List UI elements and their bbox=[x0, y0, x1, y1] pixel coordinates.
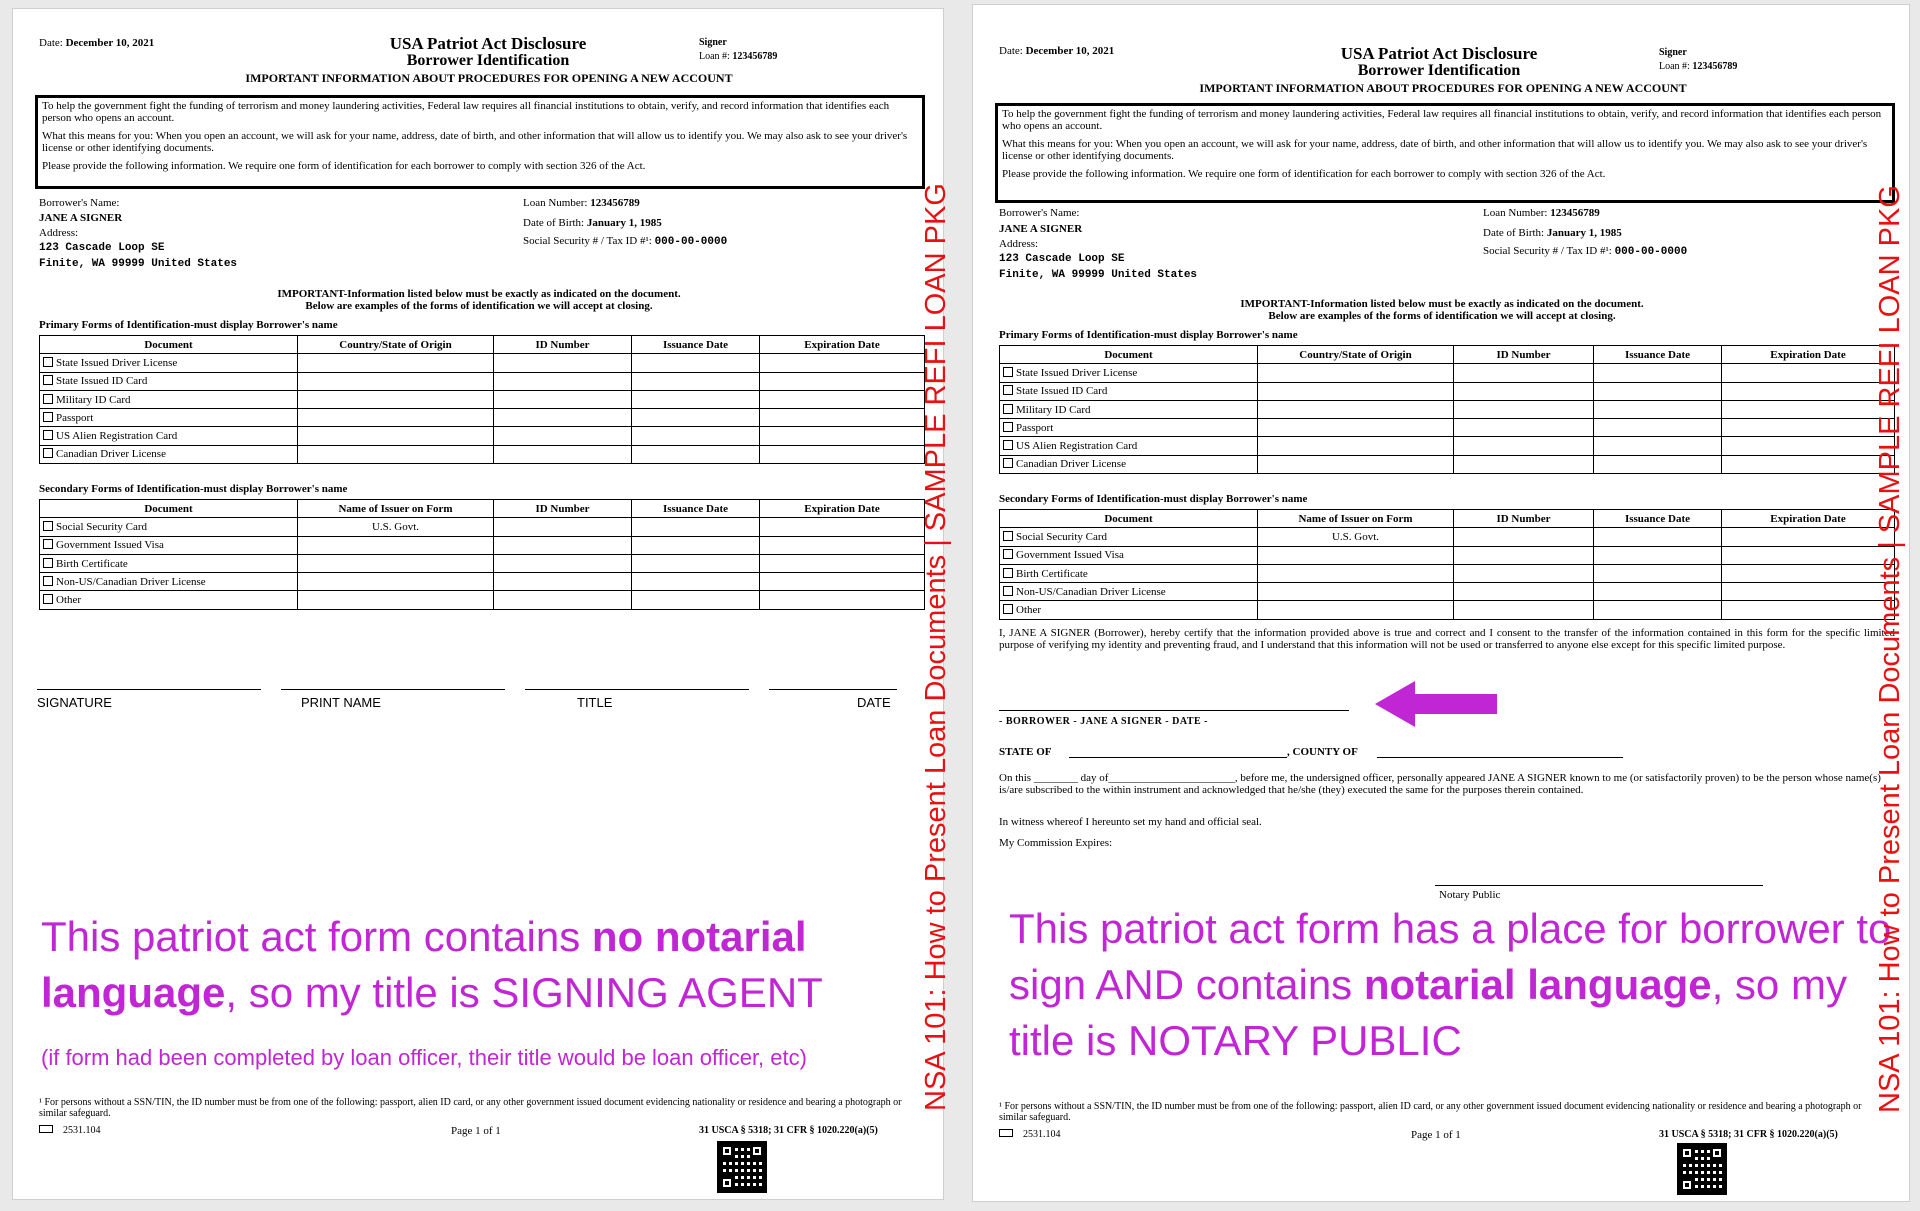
ssn-value: 000-00-0000 bbox=[654, 236, 728, 248]
annotation-line-1 bbox=[41, 909, 807, 965]
watermark-vertical: NSA 101: How to Present Loan Documents | SAMPLE REFI LOAN PKG bbox=[920, 183, 952, 1111]
table-row bbox=[1000, 583, 1895, 601]
ssn-label: Social Security # / Tax ID #¹: bbox=[1483, 245, 1612, 257]
primary-col-origin: Country/State of Origin bbox=[298, 336, 494, 354]
document-name: Canadian Driver License bbox=[1016, 458, 1126, 471]
date-value: December 10, 2021 bbox=[1025, 45, 1115, 57]
form-subtitle: Borrower Identification bbox=[1357, 62, 1521, 79]
primary-col-issuance: Issuance Date bbox=[632, 336, 760, 354]
primary-col-origin: Country/State of Origin bbox=[1258, 346, 1454, 364]
print-name-line bbox=[281, 689, 505, 690]
form-code bbox=[39, 1125, 101, 1136]
checkbox[interactable] bbox=[43, 375, 53, 385]
address-line-2: Finite, WA 99999 United States bbox=[39, 258, 238, 270]
primary-id-table bbox=[999, 345, 1895, 474]
important-info-line-1: IMPORTANT-Information listed below must be exactly as indicated on the document. bbox=[1240, 298, 1644, 310]
checkbox[interactable] bbox=[43, 394, 53, 404]
date-line bbox=[39, 37, 154, 49]
checkbox[interactable] bbox=[43, 430, 53, 440]
document-name: Social Security Card bbox=[1016, 530, 1108, 543]
disclosure-box bbox=[35, 95, 925, 189]
secondary-col-id: ID Number bbox=[494, 500, 632, 518]
issuer-value: U.S. Govt. bbox=[298, 518, 494, 536]
qr-code-icon bbox=[1677, 1143, 1727, 1195]
disclosure-paragraph-2: What this means for you: When you open an account, we will ask for your name, address, date of birth, and other information that will allow us to identify you. We may also ask to see your driver's license or other identifying documents. bbox=[42, 130, 908, 154]
document-name: Non-US/Canadian Driver License bbox=[56, 575, 206, 588]
issuer-value: U.S. Govt. bbox=[1258, 528, 1454, 546]
primary-col-expiration: Expiration Date bbox=[1722, 346, 1895, 364]
secondary-id-table bbox=[999, 509, 1895, 620]
secondary-col-issuer: Name of Issuer on Form bbox=[1258, 510, 1454, 528]
checkbox[interactable] bbox=[43, 357, 53, 367]
checkbox[interactable] bbox=[1003, 422, 1013, 432]
document-name: State Issued Driver License bbox=[56, 356, 178, 369]
ssn-line bbox=[1483, 245, 1687, 258]
secondary-forms-heading: Secondary Forms of Identification-must display Borrower's name bbox=[999, 493, 1308, 505]
document-name: US Alien Registration Card bbox=[1016, 440, 1138, 453]
loan-number-label: Loan Number: bbox=[1483, 207, 1548, 219]
dob-line bbox=[1483, 227, 1622, 239]
borrower-name-label: Borrower's Name: bbox=[999, 207, 1080, 219]
loan-id-header bbox=[1659, 61, 1737, 72]
dob-value: January 1, 1985 bbox=[1546, 227, 1622, 239]
primary-col-id: ID Number bbox=[494, 336, 632, 354]
secondary-col-expiration: Expiration Date bbox=[760, 500, 925, 518]
annotation-line-1: This patriot act form has a place for borrower to bbox=[1009, 905, 1892, 952]
table-row bbox=[1000, 455, 1895, 473]
disclosure-box bbox=[995, 103, 1895, 203]
citation: 31 USCA § 5318; 31 CFR § 1020.220(a)(5) bbox=[699, 1125, 878, 1136]
witness-statement: In witness whereof I hereunto set my hand and official seal. bbox=[999, 816, 1262, 828]
address-line-1: 123 Cascade Loop SE bbox=[39, 242, 165, 254]
primary-forms-heading: Primary Forms of Identification-must display Borrower's name bbox=[39, 319, 338, 331]
citation: 31 USCA § 5318; 31 CFR § 1020.220(a)(5) bbox=[1659, 1129, 1838, 1140]
left-document-page bbox=[12, 8, 952, 1200]
secondary-col-document: Document bbox=[40, 500, 298, 518]
disclosure-paragraph-1: To help the government fight the funding of terrorism and money laundering activities, Federal law requires all financial institutions to obtain, verify, and record information that identifies each person who opens an account. bbox=[1002, 108, 1882, 132]
ssn-value: 000-00-0000 bbox=[1614, 246, 1688, 258]
table-row bbox=[1000, 601, 1895, 619]
date-label-sig: DATE bbox=[857, 695, 891, 710]
important-header: IMPORTANT INFORMATION ABOUT PROCEDURES FOR OPENING A NEW ACCOUNT bbox=[245, 71, 733, 85]
secondary-forms-heading: Secondary Forms of Identification-must display Borrower's name bbox=[39, 483, 348, 495]
checkbox[interactable] bbox=[1003, 367, 1013, 377]
document-name: Social Security Card bbox=[56, 520, 148, 533]
document-name: Other bbox=[56, 594, 82, 607]
address-line-1: 123 Cascade Loop SE bbox=[999, 253, 1125, 265]
loan-id-label: Loan #: bbox=[1659, 61, 1690, 72]
disclosure-paragraph-2: What this means for you: When you open an account, we will ask for your name, address, date of birth, and other information that will allow us to identify you. We may also ask to see your driver's license or other identifying documents. bbox=[1002, 138, 1868, 162]
date-label: Date: bbox=[999, 45, 1023, 57]
qr-code-icon bbox=[717, 1141, 767, 1193]
checkbox[interactable] bbox=[1003, 458, 1013, 468]
table-row bbox=[40, 445, 925, 463]
table-row bbox=[1000, 546, 1895, 564]
checkbox[interactable] bbox=[1003, 586, 1013, 596]
table-row bbox=[1000, 382, 1895, 400]
form-logo-icon bbox=[999, 1129, 1013, 1137]
important-info-line-1: IMPORTANT-Information listed below must be exactly as indicated on the document. bbox=[277, 288, 681, 300]
document-name: US Alien Registration Card bbox=[56, 430, 178, 443]
borrower-name: JANE A SIGNER bbox=[999, 223, 1083, 235]
table-row bbox=[1000, 364, 1895, 382]
dob-line bbox=[523, 217, 662, 229]
table-row bbox=[40, 372, 925, 390]
form-code-value: 2531.104 bbox=[1023, 1129, 1061, 1140]
document-name: State Issued Driver License bbox=[1016, 366, 1138, 379]
checkbox[interactable] bbox=[43, 558, 53, 568]
primary-col-issuance: Issuance Date bbox=[1594, 346, 1722, 364]
disclosure-paragraph-3: Please provide the following information. We require one form of identification for each borrower to comply with section 326 of the Act. bbox=[42, 160, 646, 172]
borrower-signature-label: - BORROWER - JANE A SIGNER - DATE - bbox=[999, 716, 1208, 727]
primary-col-document: Document bbox=[40, 336, 298, 354]
table-row bbox=[40, 518, 925, 536]
secondary-col-issuer: Name of Issuer on Form bbox=[298, 500, 494, 518]
notary-signature-line bbox=[1435, 885, 1763, 886]
secondary-col-issuance: Issuance Date bbox=[632, 500, 760, 518]
borrower-name-label: Borrower's Name: bbox=[39, 197, 120, 209]
loan-number-value: 123456789 bbox=[1550, 207, 1600, 219]
loan-id-value: 123456789 bbox=[1692, 61, 1738, 72]
annotation-line-3: title is NOTARY PUBLIC bbox=[1009, 1017, 1462, 1064]
dob-value: January 1, 1985 bbox=[586, 217, 662, 229]
secondary-id-table bbox=[39, 499, 925, 610]
page-number: Page 1 of 1 bbox=[1411, 1129, 1461, 1141]
annotation-text: sign AND contains bbox=[1009, 961, 1364, 1008]
form-code bbox=[999, 1129, 1061, 1140]
checkbox[interactable] bbox=[1003, 531, 1013, 541]
loan-id-value: 123456789 bbox=[732, 51, 778, 62]
table-row bbox=[1000, 419, 1895, 437]
important-header: IMPORTANT INFORMATION ABOUT PROCEDURES FOR OPENING A NEW ACCOUNT bbox=[1199, 81, 1687, 95]
table-row bbox=[40, 409, 925, 427]
checkbox[interactable] bbox=[1003, 549, 1013, 559]
table-row bbox=[1000, 528, 1895, 546]
signature-label: SIGNATURE bbox=[37, 695, 112, 710]
secondary-col-id: ID Number bbox=[1454, 510, 1594, 528]
loan-number-line bbox=[1483, 207, 1600, 219]
secondary-col-document: Document bbox=[1000, 510, 1258, 528]
table-row bbox=[1000, 564, 1895, 582]
signer-label: Signer bbox=[699, 37, 727, 48]
county-of-label: , COUNTY OF bbox=[1287, 746, 1358, 758]
disclosure-paragraph-3: Please provide the following information. We require one form of identification for each borrower to comply with section 326 of the Act. bbox=[1002, 168, 1606, 180]
date-value: December 10, 2021 bbox=[65, 37, 155, 49]
primary-col-document: Document bbox=[1000, 346, 1258, 364]
annotation-line-3: (if form had been completed by loan officer, their title would be loan officer, etc) bbox=[41, 1045, 807, 1070]
annotation-emphasis: notarial language bbox=[1363, 961, 1712, 1008]
date-line bbox=[999, 45, 1114, 57]
ssn-label: Social Security # / Tax ID #¹: bbox=[523, 235, 652, 247]
document-name: Non-US/Canadian Driver License bbox=[1016, 585, 1166, 598]
page-number: Page 1 of 1 bbox=[451, 1125, 501, 1137]
secondary-col-expiration: Expiration Date bbox=[1722, 510, 1895, 528]
annotation-emphasis: no notarial bbox=[591, 913, 807, 960]
form-code-value: 2531.104 bbox=[63, 1125, 101, 1136]
table-row bbox=[40, 536, 925, 554]
print-name-label: PRINT NAME bbox=[301, 695, 381, 710]
table-row bbox=[40, 427, 925, 445]
commission-expires-label: My Commission Expires: bbox=[999, 837, 1113, 849]
form-logo-icon bbox=[39, 1125, 53, 1133]
document-name: Passport bbox=[56, 411, 94, 424]
notary-public-label: Notary Public bbox=[1439, 889, 1501, 901]
document-name: Other bbox=[1016, 604, 1042, 617]
dob-label: Date of Birth: bbox=[1483, 227, 1545, 239]
checkbox[interactable] bbox=[43, 448, 53, 458]
loan-id-label: Loan #: bbox=[699, 51, 730, 62]
checkbox[interactable] bbox=[43, 539, 53, 549]
address-label: Address: bbox=[999, 238, 1039, 250]
primary-forms-heading: Primary Forms of Identification-must display Borrower's name bbox=[999, 329, 1298, 341]
checkbox[interactable] bbox=[1003, 385, 1013, 395]
address-label: Address: bbox=[39, 227, 79, 239]
footnote: ¹ For persons without a SSN/TIN, the ID number must be from one of the following: passport, alien ID card, or any other government issued document evidencing nationality or residence and bearing a photograph or similar safeguard. bbox=[999, 1101, 1862, 1123]
right-document-page bbox=[972, 4, 1910, 1202]
document-name: Government Issued Visa bbox=[1016, 549, 1124, 562]
table-row bbox=[1000, 400, 1895, 418]
important-info-line-2: Below are examples of the forms of identification we will accept at closing. bbox=[1268, 310, 1616, 322]
borrower-name: JANE A SIGNER bbox=[39, 212, 123, 224]
footnote: ¹ For persons without a SSN/TIN, the ID number must be from one of the following: passport, alien ID card, or any other government issued document evidencing nationality or residence and bearing a photograph or similar safeguard. bbox=[39, 1097, 902, 1119]
document-name: Passport bbox=[1016, 421, 1054, 434]
state-of-line bbox=[1069, 757, 1287, 758]
checkbox[interactable] bbox=[43, 594, 53, 604]
form-title: USA Patriot Act Disclosure bbox=[389, 34, 587, 53]
form-subtitle: Borrower Identification bbox=[406, 52, 570, 69]
primary-id-table bbox=[39, 335, 925, 464]
document-name: Canadian Driver License bbox=[56, 448, 166, 461]
loan-number-label: Loan Number: bbox=[523, 197, 588, 209]
important-info-line-2: Below are examples of the forms of identification we will accept at closing. bbox=[305, 300, 653, 312]
primary-col-expiration: Expiration Date bbox=[760, 336, 925, 354]
date-line-blank bbox=[769, 689, 897, 690]
checkbox[interactable] bbox=[1003, 568, 1013, 578]
signer-label: Signer bbox=[1659, 47, 1687, 58]
address-line-2: Finite, WA 99999 United States bbox=[999, 269, 1198, 281]
watermark-vertical: NSA 101: How to Present Loan Documents | SAMPLE REFI LOAN PKG bbox=[1874, 185, 1906, 1113]
signature-line bbox=[37, 689, 261, 690]
ssn-line bbox=[523, 235, 727, 248]
form-title: USA Patriot Act Disclosure bbox=[1340, 44, 1538, 63]
document-name: Birth Certificate bbox=[1016, 567, 1088, 580]
checkbox[interactable] bbox=[1003, 440, 1013, 450]
document-name: Government Issued Visa bbox=[56, 539, 164, 552]
title-line bbox=[525, 689, 749, 690]
document-name: Military ID Card bbox=[1016, 403, 1091, 416]
certification-paragraph: I, JANE A SIGNER (Borrower), hereby certify that the information provided above is true and correct and I consent to the transfer of the information contained in this form for the specific limited purpose of verifying my identity and preventing fraud, and I understand that this information will not be used or transferred to anyone else except for this specific limited purpose. bbox=[999, 627, 1895, 651]
annotation-text: , so my bbox=[1711, 961, 1847, 1008]
disclosure-paragraph-1: To help the government fight the funding of terrorism and money laundering activities, Federal law requires all financial institutions to obtain, verify, and record information that identifies each person who opens an account. bbox=[42, 100, 890, 124]
checkbox[interactable] bbox=[1003, 404, 1013, 414]
checkbox[interactable] bbox=[43, 412, 53, 422]
table-row bbox=[40, 591, 925, 609]
annotation-line-2 bbox=[1009, 957, 1847, 1013]
checkbox[interactable] bbox=[43, 521, 53, 531]
document-name: State Issued ID Card bbox=[1016, 385, 1108, 398]
annotation-line-2 bbox=[41, 965, 823, 1021]
annotation-text: , so my title is SIGNING AGENT bbox=[225, 969, 823, 1016]
annotation-emphasis: language bbox=[41, 969, 226, 1016]
primary-col-id: ID Number bbox=[1454, 346, 1594, 364]
checkbox[interactable] bbox=[43, 576, 53, 586]
table-row bbox=[1000, 437, 1895, 455]
date-label: Date: bbox=[39, 37, 63, 49]
table-row bbox=[40, 354, 925, 372]
acknowledgment-paragraph: On this ________ day of_______________________, before me, the undersigned officer, personally appeared JANE A SIGNER known to me (or satisfactorily proven) to be the person whose name(s) is/are subscribed to the within instrument and acknowledged that he/she (they) executed the same for the purposes therein contained. bbox=[999, 772, 1881, 796]
loan-number-line bbox=[523, 197, 640, 209]
title-label: TITLE bbox=[577, 695, 613, 710]
loan-number-value: 123456789 bbox=[590, 197, 640, 209]
document-name: State Issued ID Card bbox=[56, 375, 148, 388]
secondary-col-issuance: Issuance Date bbox=[1594, 510, 1722, 528]
document-name: Birth Certificate bbox=[56, 557, 128, 570]
document-name: Military ID Card bbox=[56, 393, 131, 406]
table-row bbox=[40, 390, 925, 408]
borrower-signature-line bbox=[999, 710, 1349, 711]
dob-label: Date of Birth: bbox=[523, 217, 585, 229]
loan-id-header bbox=[699, 51, 777, 62]
checkbox[interactable] bbox=[1003, 604, 1013, 614]
table-row bbox=[40, 554, 925, 572]
arrow-left-icon bbox=[1375, 681, 1497, 727]
table-row bbox=[40, 573, 925, 591]
state-of-label: STATE OF bbox=[999, 746, 1052, 758]
annotation-text: This patriot act form contains bbox=[41, 913, 592, 960]
county-of-line bbox=[1377, 757, 1623, 758]
